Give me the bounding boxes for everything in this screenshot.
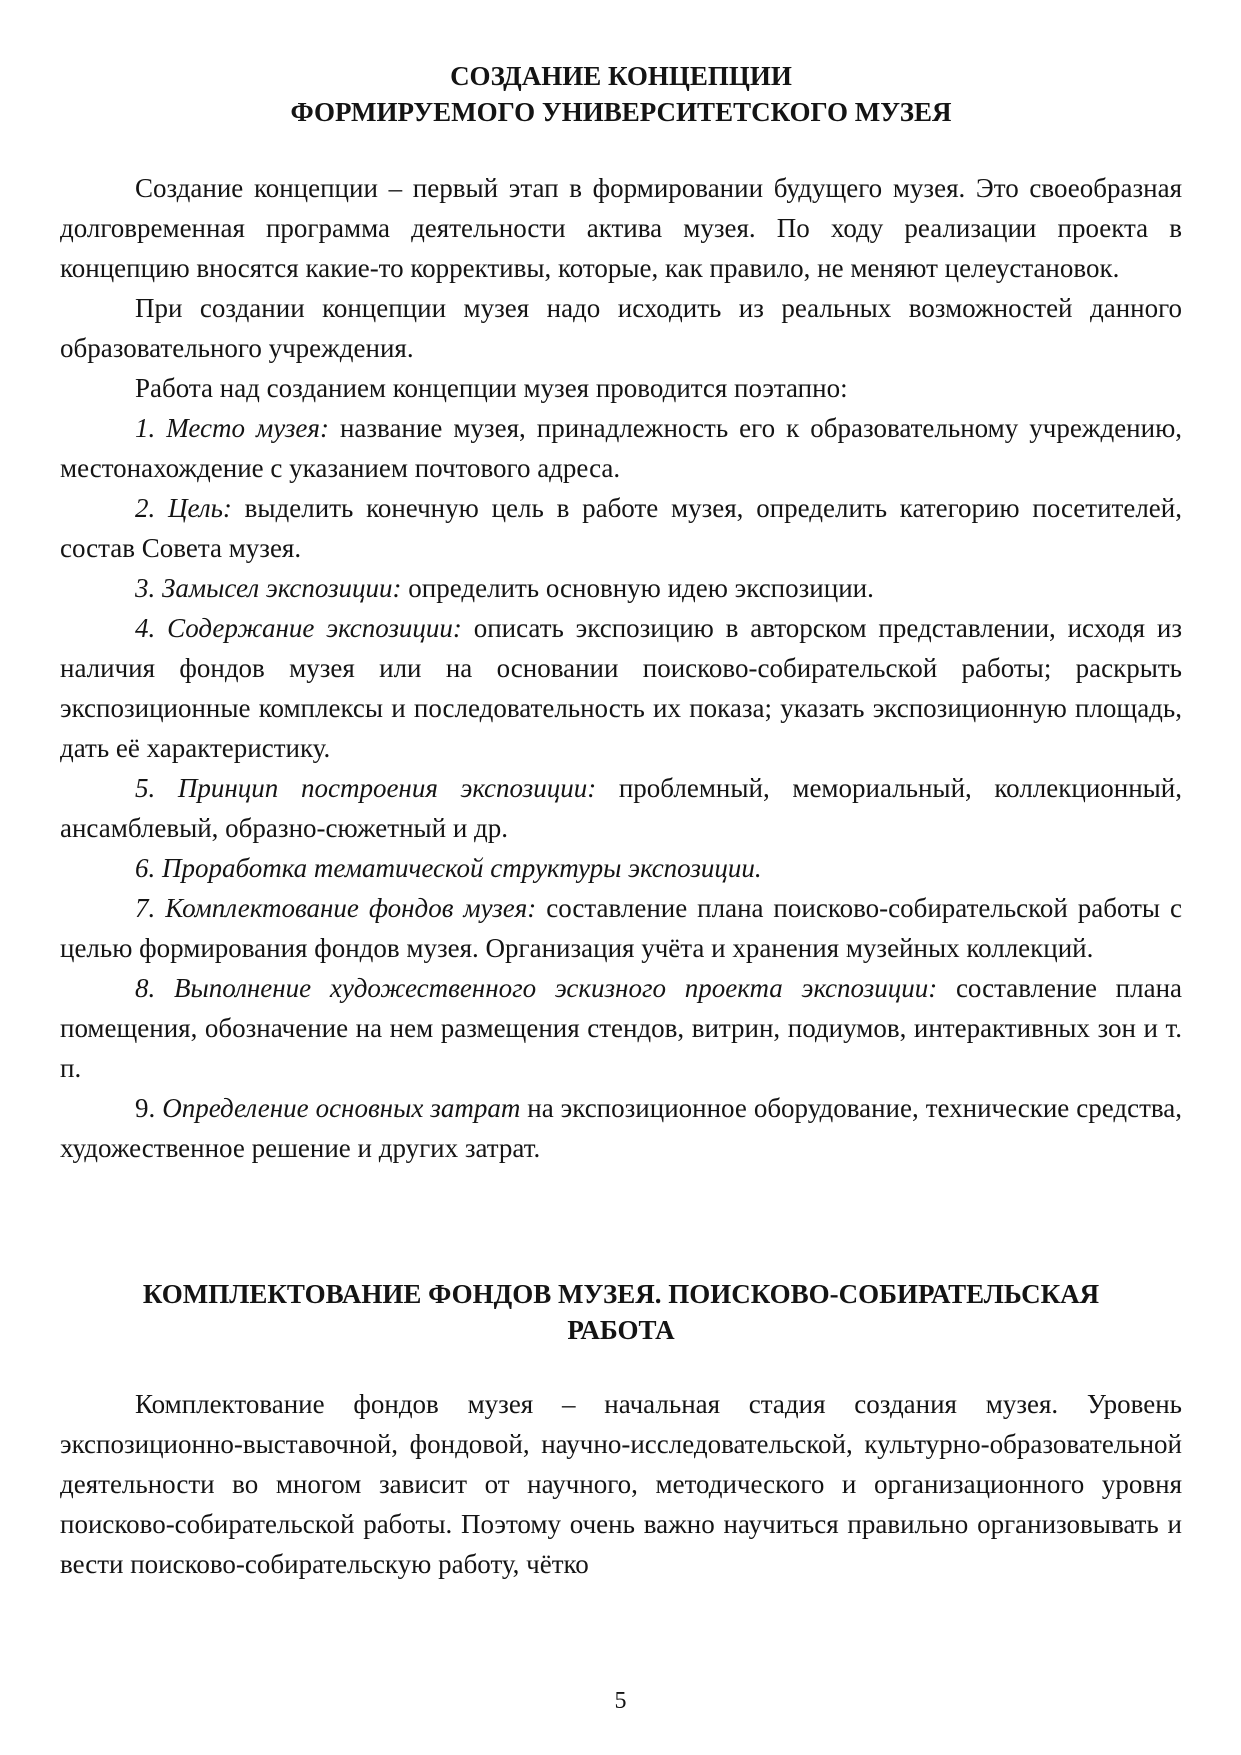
step-4-label: 4. Содержание экспозиции: bbox=[135, 613, 462, 643]
section-2-title-line-1: КОМПЛЕКТОВАНИЕ ФОНДОВ МУЗЕЯ. ПОИСКОВО-СОБИРАТЕЛЬСКАЯ bbox=[142, 1279, 1100, 1309]
step-4-text: описать экспозицию в авторском представлении, исходя из наличия фондов музея или на основании поисково-собирательской работы; раскрыть экспозиционные комплексы и последовательность их показа; указать экспозиционную площадь, дать её характеристику. bbox=[60, 613, 1182, 763]
step-2 bbox=[60, 488, 1182, 568]
step-5-label: 5. Принцип построения экспозиции: bbox=[135, 773, 597, 803]
step-9-label: Определение основных затрат bbox=[162, 1093, 521, 1123]
step-6-label: 6. Проработка тематической структуры экспозиции. bbox=[135, 853, 762, 883]
step-5 bbox=[60, 768, 1182, 848]
step-7-text: составление плана поисково-собирательской работы с целью формирования фондов музея. Организация учёта и хранения музейных коллекций. bbox=[60, 893, 1182, 963]
section-1-title-line-2: ФОРМИРУЕМОГО УНИВЕРСИТЕТСКОГО МУЗЕЯ bbox=[290, 97, 952, 127]
step-9 bbox=[60, 1088, 1182, 1168]
section-1-title-line-1: СОЗДАНИЕ КОНЦЕПЦИИ bbox=[450, 61, 792, 91]
step-7 bbox=[60, 888, 1182, 968]
step-1 bbox=[60, 408, 1182, 488]
step-7-label: 7. Комплектование фондов музея: bbox=[135, 893, 537, 923]
step-8 bbox=[60, 968, 1182, 1088]
section-1-title bbox=[60, 58, 1182, 130]
step-3 bbox=[60, 568, 1182, 608]
step-3-text: определить основную идею экспозиции. bbox=[401, 573, 874, 603]
step-2-text: выделить конечную цель в работе музея, определить категорию посетителей, состав Совета музея. bbox=[60, 493, 1182, 563]
section-2-title-line-2: РАБОТА bbox=[567, 1315, 675, 1345]
step-2-label: 2. Цель: bbox=[135, 493, 232, 523]
paragraph-stages-lead: Работа над созданием концепции музея проводится поэтапно: bbox=[135, 373, 848, 403]
step-6 bbox=[60, 848, 1182, 888]
step-9-text: на экспозиционное оборудование, технические средства, художественное решение и других затрат. bbox=[60, 1093, 1182, 1163]
step-5-text: проблемный, мемориальный, коллекционный, ансамблевый, образно-сюжетный и др. bbox=[60, 773, 1183, 843]
step-1-label: 1. Место музея: bbox=[135, 413, 329, 443]
page-number: 5 bbox=[614, 1688, 627, 1714]
paragraph-possibilities: При создании концепции музея надо исходить из реальных возможностей данного образовательного учреждения. bbox=[60, 293, 1182, 363]
paragraph-intro: Создание концепции – первый этап в формировании будущего музея. Это своеобразная долговременная программа деятельности актива музея. По ходу реализации проекта в концепцию вносятся какие-то коррективы, которые, как правило, не меняют целеустановок. bbox=[60, 173, 1182, 283]
step-1-text: название музея, принадлежность его к образовательному учреждению, местонахождение с указанием почтового адреса. bbox=[60, 413, 1183, 483]
step-3-label: 3. Замысел экспозиции: bbox=[135, 573, 402, 603]
document-page bbox=[60, 58, 1182, 1584]
section-2-title bbox=[60, 1276, 1182, 1348]
step-8-text: составление плана помещения, обозначение на нем размещения стендов, витрин, подиумов, интерактивных зон и т. п. bbox=[60, 973, 1182, 1083]
paragraph-collection: Комплектование фондов музея – начальная стадия создания музея. Уровень экспозиционно-выставочной, фондовой, научно-исследовательской, культурно-образовательной деятельности во многом зависит от научного, методического и организационного уровня поисково-собирательской работы. Поэтому очень важно научиться правильно организовывать и вести поисково-собирательскую работу, чётко bbox=[60, 1389, 1182, 1579]
step-4 bbox=[60, 608, 1182, 768]
step-8-label: 8. Выполнение художественного эскизного проекта экспозиции: bbox=[135, 973, 938, 1003]
step-9-prefix: 9. bbox=[135, 1093, 163, 1123]
